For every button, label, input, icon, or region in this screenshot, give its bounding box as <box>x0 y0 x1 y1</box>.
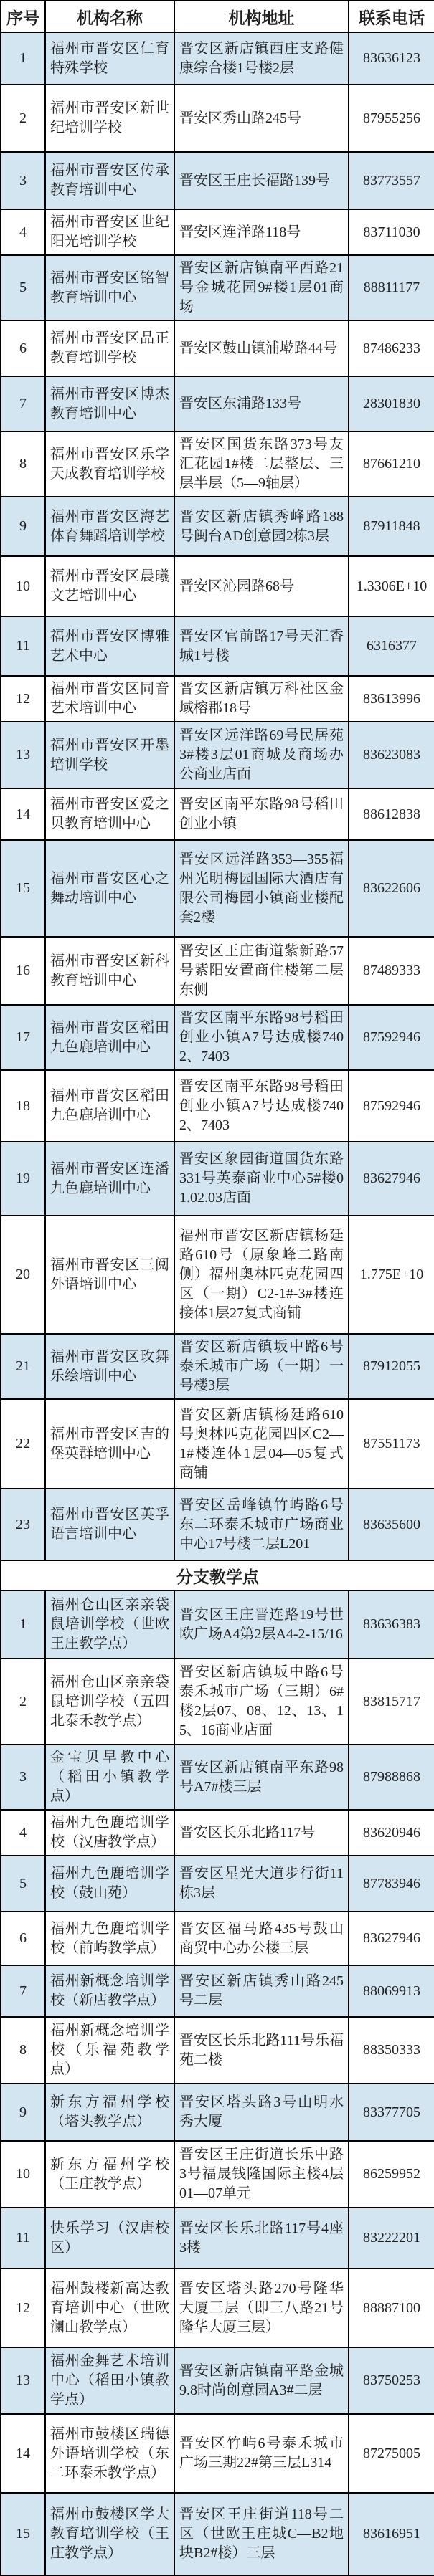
cell-no: 16 <box>1 937 45 1005</box>
cell-no: 17 <box>1 1005 45 1070</box>
cell-address: 晋安区王庄街道长乐中路3号福晟钱隆国际主楼4层01—07单元 <box>174 2141 349 2208</box>
cell-address: 晋安区新店镇南平东路98号A7#楼三层 <box>174 1745 349 1810</box>
cell-phone: 83623083 <box>349 722 434 788</box>
institution-row <box>1 788 434 840</box>
cell-address: 晋安区新店镇西庄支路健康综合楼1号楼2层 <box>174 32 349 85</box>
institution-row <box>1 1142 434 1216</box>
cell-name: 福州新概念培训学校（新店教学点） <box>45 1965 174 2017</box>
cell-address: 晋安区长乐北路117号4座3楼 <box>174 2208 349 2269</box>
cell-no: 4 <box>1 1810 45 1856</box>
cell-address: 晋安区新店镇南平西路21号金城花园9#楼1层01商场 <box>174 255 349 320</box>
cell-phone: 87486233 <box>349 320 434 376</box>
institution-row <box>1 431 434 497</box>
cell-name: 福州市晋安区心之舞动培训中心 <box>45 840 174 937</box>
cell-phone: 83750253 <box>349 2347 434 2414</box>
branch-teaching-point-row <box>1 2347 434 2414</box>
institution-row <box>1 1070 434 1142</box>
cell-phone: 1.3306E+10 <box>349 556 434 616</box>
cell-no: 10 <box>1 556 45 616</box>
cell-phone: 83622606 <box>349 840 434 937</box>
cell-name: 福州仓山区亲亲袋鼠培训学校（五四北泰禾教学点） <box>45 1659 174 1745</box>
branch-teaching-point-row <box>1 2141 434 2208</box>
cell-address: 晋安区星光大道步行街11栋3层 <box>174 1856 349 1912</box>
cell-name: 福州市鼓楼区学大教育培训学校（王庄教学点） <box>45 2493 174 2575</box>
cell-address: 晋安区官前路17号天汇香城1号楼 <box>174 616 349 676</box>
section-divider-row <box>1 1560 434 1590</box>
header-institution-address: 机构地址 <box>174 1 349 32</box>
cell-address: 晋安区秀山路245号 <box>174 85 349 152</box>
cell-address: 晋安区鼓山镇浦墘路44号 <box>174 320 349 376</box>
branch-teaching-points-section <box>1 1590 434 2575</box>
cell-name: 福州市晋安区开墨培训学校 <box>45 722 174 788</box>
branch-teaching-point-row <box>1 2084 434 2141</box>
cell-address: 福州市晋安区新店镇杨廷路610号（原象峰二路南侧）福州奥林匹克花园四区（一期）C2-1#-3#楼连接体1层27复式商铺 <box>174 1216 349 1334</box>
institution-row <box>1 376 434 431</box>
institution-row <box>1 722 434 788</box>
cell-name: 福州市晋安区新世纪培训学校 <box>45 85 174 152</box>
institution-row <box>1 1334 434 1399</box>
cell-address: 晋安区国货东路373号友汇花园1#楼二层整层、三层半层（5—9轴层） <box>174 431 349 497</box>
cell-name: 福州市晋安区稻田九色鹿培训中心 <box>45 1005 174 1070</box>
institution-row <box>1 840 434 937</box>
header-row <box>1 1 434 32</box>
cell-phone: 83711030 <box>349 209 434 255</box>
institution-row <box>1 1399 434 1489</box>
cell-no: 13 <box>1 2347 45 2414</box>
cell-no: 8 <box>1 431 45 497</box>
cell-no: 21 <box>1 1334 45 1399</box>
cell-name: 福州市晋安区传承教育培训中心 <box>45 152 174 209</box>
institution-row <box>1 616 434 676</box>
branch-teaching-point-row <box>1 1659 434 1745</box>
cell-name: 福州市鼓楼区瑞德外语培训学校（东二环泰禾教学点） <box>45 2414 174 2493</box>
cell-no: 22 <box>1 1399 45 1489</box>
cell-name: 福州仓山区亲亲袋鼠培训学校（世欧王庄教学点） <box>45 1590 174 1659</box>
cell-name: 快乐学习（汉唐校区） <box>45 2208 174 2269</box>
cell-phone: 83635600 <box>349 1489 434 1560</box>
cell-name: 福州九色鹿培训学校（汉唐教学点） <box>45 1810 174 1856</box>
cell-no: 15 <box>1 840 45 937</box>
cell-name: 福州市晋安区吉的堡英群培训中心 <box>45 1399 174 1489</box>
cell-address: 晋安区王庄晋连路19号世欧广场A4第2层A4-2-15/16 <box>174 1590 349 1659</box>
branch-teaching-point-row <box>1 1965 434 2017</box>
cell-no: 3 <box>1 152 45 209</box>
cell-name: 福州市晋安区英孚语言培训中心 <box>45 1489 174 1560</box>
cell-name: 福州九色鹿培训学校（前屿教学点） <box>45 1912 174 1965</box>
cell-address: 晋安区新店镇坂中路6号泰禾城市广场（三期）6#楼2层07、08、12、13、15、16商业店面 <box>174 1659 349 1745</box>
cell-address: 晋安区岳峰镇竹屿路6号东二环泰禾城市广场商业中心17号楼二层L201 <box>174 1489 349 1560</box>
branch-teaching-point-row <box>1 1912 434 1965</box>
cell-phone: 83636123 <box>349 32 434 85</box>
cell-phone: 83627946 <box>349 1142 434 1216</box>
branch-teaching-point-row <box>1 2017 434 2084</box>
cell-phone: 28301830 <box>349 376 434 431</box>
header-serial-number: 序号 <box>1 1 45 32</box>
cell-phone: 83222201 <box>349 2208 434 2269</box>
branch-teaching-point-row <box>1 1745 434 1810</box>
cell-no: 23 <box>1 1489 45 1560</box>
cell-no: 11 <box>1 616 45 676</box>
institution-row <box>1 320 434 376</box>
cell-no: 1 <box>1 1590 45 1659</box>
branch-teaching-point-row <box>1 2269 434 2347</box>
cell-no: 8 <box>1 2017 45 2084</box>
cell-no: 10 <box>1 2141 45 2208</box>
cell-name: 福州市晋安区爱之贝教育培训中心 <box>45 788 174 840</box>
cell-name: 福州市晋安区连潘九色鹿培训中心 <box>45 1142 174 1216</box>
institution-row <box>1 255 434 320</box>
institution-row <box>1 1489 434 1560</box>
cell-address: 晋安区沁园路68号 <box>174 556 349 616</box>
cell-address: 晋安区福马路435号鼓山商贸中心办公楼三层 <box>174 1912 349 1965</box>
cell-phone: 83815717 <box>349 1659 434 1745</box>
cell-name: 福州市晋安区博雅艺术中心 <box>45 616 174 676</box>
cell-phone: 83636383 <box>349 1590 434 1659</box>
cell-name: 福州新概念培训学校（乐福苑教学点） <box>45 2017 174 2084</box>
cell-no: 6 <box>1 320 45 376</box>
branch-teaching-point-row <box>1 1856 434 1912</box>
cell-phone: 87911848 <box>349 497 434 556</box>
cell-phone: 1.775E+10 <box>349 1216 434 1334</box>
cell-phone: 83616951 <box>349 2493 434 2575</box>
cell-name: 福州市晋安区同音艺术培训中心 <box>45 676 174 722</box>
cell-address: 晋安区塔头路3号山明水秀大厦 <box>174 2084 349 2141</box>
cell-phone: 87783946 <box>349 1856 434 1912</box>
institution-row <box>1 152 434 209</box>
branch-teaching-point-row <box>1 1810 434 1856</box>
cell-address: 晋安区王庄长福路139号 <box>174 152 349 209</box>
cell-address: 晋安区新店镇万科社区金域榕郡18号 <box>174 676 349 722</box>
table-header <box>1 1 434 32</box>
cell-name: 福州鼓楼新高达教育培训中心（世欧澜山教学点） <box>45 2269 174 2347</box>
institution-row <box>1 1216 434 1334</box>
cell-address: 晋安区王庄街道118号二区（世欧王庄城C—B2地块B2#楼）三层 <box>174 2493 349 2575</box>
institution-row <box>1 85 434 152</box>
branch-divider-section <box>1 1560 434 1590</box>
cell-name: 福州市晋安区晨曦文艺培训中心 <box>45 556 174 616</box>
header-contact-phone: 联系电话 <box>349 1 434 32</box>
cell-name: 福州市晋安区铭智教育培训中心 <box>45 255 174 320</box>
cell-phone: 87489333 <box>349 937 434 1005</box>
cell-name: 福州市晋安区博杰教育培训中心 <box>45 376 174 431</box>
cell-phone: 87988868 <box>349 1745 434 1810</box>
cell-no: 2 <box>1 85 45 152</box>
cell-address: 晋安区远洋路353—355福州光明梅园国际大酒店有限公司梅园小镇商业楼配套2楼 <box>174 840 349 937</box>
cell-phone: 83377705 <box>349 2084 434 2141</box>
cell-name: 福州市晋安区海艺体育舞蹈培训学校 <box>45 497 174 556</box>
cell-phone: 6316377 <box>349 616 434 676</box>
branch-teaching-point-row <box>1 1590 434 1659</box>
cell-no: 18 <box>1 1070 45 1142</box>
cell-no: 19 <box>1 1142 45 1216</box>
cell-no: 14 <box>1 788 45 840</box>
cell-phone: 88887100 <box>349 2269 434 2347</box>
cell-phone: 86259952 <box>349 2141 434 2208</box>
cell-phone: 87592946 <box>349 1070 434 1142</box>
branch-teaching-point-row <box>1 2493 434 2575</box>
cell-no: 2 <box>1 1659 45 1745</box>
cell-phone: 87661210 <box>349 431 434 497</box>
cell-phone: 87912055 <box>349 1334 434 1399</box>
branch-teaching-point-row <box>1 2208 434 2269</box>
cell-name: 福州市晋安区三阅外语培训中心 <box>45 1216 174 1334</box>
cell-address: 晋安区新店镇坂中路6号泰禾城市广场（一期）一号楼3层 <box>174 1334 349 1399</box>
cell-phone: 83773557 <box>349 152 434 209</box>
cell-no: 3 <box>1 1745 45 1810</box>
cell-phone: 88069913 <box>349 1965 434 2017</box>
cell-no: 9 <box>1 2084 45 2141</box>
cell-address: 晋安区南平东路98号稻田创业小镇A7号达成楼7402、7403 <box>174 1070 349 1142</box>
cell-no: 1 <box>1 32 45 85</box>
cell-phone: 83620946 <box>349 1810 434 1856</box>
cell-address: 晋安区新店镇秀山路245号二层 <box>174 1965 349 2017</box>
cell-address: 晋安区新店镇南平路金城9.8时尚创意园A3#二层 <box>174 2347 349 2414</box>
cell-no: 4 <box>1 209 45 255</box>
cell-address: 晋安区竹屿6号泰禾城市广场三期22#第三层L314 <box>174 2414 349 2493</box>
cell-address: 晋安区王庄街道紫新路57号紫阳安置商住楼第二层东侧 <box>174 937 349 1005</box>
cell-phone: 88612838 <box>349 788 434 840</box>
institution-row <box>1 1005 434 1070</box>
cell-name: 福州市晋安区品正教育培训学校 <box>45 320 174 376</box>
cell-phone: 87275005 <box>349 2414 434 2493</box>
header-institution-name: 机构名称 <box>45 1 174 32</box>
cell-address: 晋安区连洋路118号 <box>174 209 349 255</box>
cell-name: 福州市晋安区稻田九色鹿培训中心 <box>45 1070 174 1142</box>
branch-teaching-point-row <box>1 2414 434 2493</box>
cell-name: 新东方福州学校（塔头教学点） <box>45 2084 174 2141</box>
cell-name: 福州市晋安区世纪阳光培训学校 <box>45 209 174 255</box>
cell-no: 6 <box>1 1912 45 1965</box>
cell-phone: 88811177 <box>349 255 434 320</box>
cell-name: 福州市晋安区乐学天成教育培训学校 <box>45 431 174 497</box>
cell-address: 晋安区东浦路133号 <box>174 376 349 431</box>
institution-row <box>1 937 434 1005</box>
cell-name: 福州市晋安区玫舞乐绘培训中心 <box>45 1334 174 1399</box>
cell-name: 福州金舞艺术培训中心（稻田小镇教学点） <box>45 2347 174 2414</box>
cell-address: 晋安区南平东路98号稻田创业小镇A7号达成楼7402、7403 <box>174 1005 349 1070</box>
institution-row <box>1 209 434 255</box>
cell-address: 晋安区新店镇秀峰路188号闽台AD创意园2栋3层 <box>174 497 349 556</box>
institution-row <box>1 497 434 556</box>
institution-row <box>1 676 434 722</box>
cell-no: 11 <box>1 2208 45 2269</box>
cell-no: 5 <box>1 1856 45 1912</box>
cell-address: 晋安区塔头路270号隆华大厦三层（即三八路21号隆华大厦三层） <box>174 2269 349 2347</box>
cell-no: 12 <box>1 676 45 722</box>
cell-no: 12 <box>1 2269 45 2347</box>
cell-phone: 87592946 <box>349 1005 434 1070</box>
cell-no: 14 <box>1 2414 45 2493</box>
cell-name: 金宝贝早教中心（稻田小镇教学点） <box>45 1745 174 1810</box>
cell-no: 7 <box>1 376 45 431</box>
cell-no: 9 <box>1 497 45 556</box>
cell-phone: 83613996 <box>349 676 434 722</box>
cell-name: 新东方福州学校（王庄教学点） <box>45 2141 174 2208</box>
cell-name: 福州市晋安区新科教育培训中心 <box>45 937 174 1005</box>
cell-phone: 83627946 <box>349 1912 434 1965</box>
cell-no: 13 <box>1 722 45 788</box>
cell-address: 晋安区南平东路98号稻田创业小镇 <box>174 788 349 840</box>
cell-no: 7 <box>1 1965 45 2017</box>
cell-address: 晋安区新店镇杨廷路610号奥林匹克花园四区C2—1#楼连体1层04—05复式商铺 <box>174 1399 349 1489</box>
cell-no: 20 <box>1 1216 45 1334</box>
cell-phone: 88350333 <box>349 2017 434 2084</box>
cell-no: 15 <box>1 2493 45 2575</box>
section-divider-label: 分支教学点 <box>1 1560 434 1590</box>
cell-address: 晋安区远洋路69号民居苑3#楼3层01商城及商场办公商业店面 <box>174 722 349 788</box>
cell-name: 福州市晋安区仁育特殊学校 <box>45 32 174 85</box>
institution-row <box>1 32 434 85</box>
cell-phone: 87955256 <box>349 85 434 152</box>
cell-address: 晋安区长乐北路111号乐福苑二楼 <box>174 2017 349 2084</box>
institution-row <box>1 556 434 616</box>
cell-address: 晋安区象园街道国货东路331号英泰商业中心5#楼01.02.03店面 <box>174 1142 349 1216</box>
cell-address: 晋安区长乐北路117号 <box>174 1810 349 1856</box>
cell-name: 福州九色鹿培训学校（鼓山苑） <box>45 1856 174 1912</box>
cell-no: 5 <box>1 255 45 320</box>
main-institutions-section <box>1 32 434 1560</box>
cell-phone: 87551173 <box>349 1399 434 1489</box>
